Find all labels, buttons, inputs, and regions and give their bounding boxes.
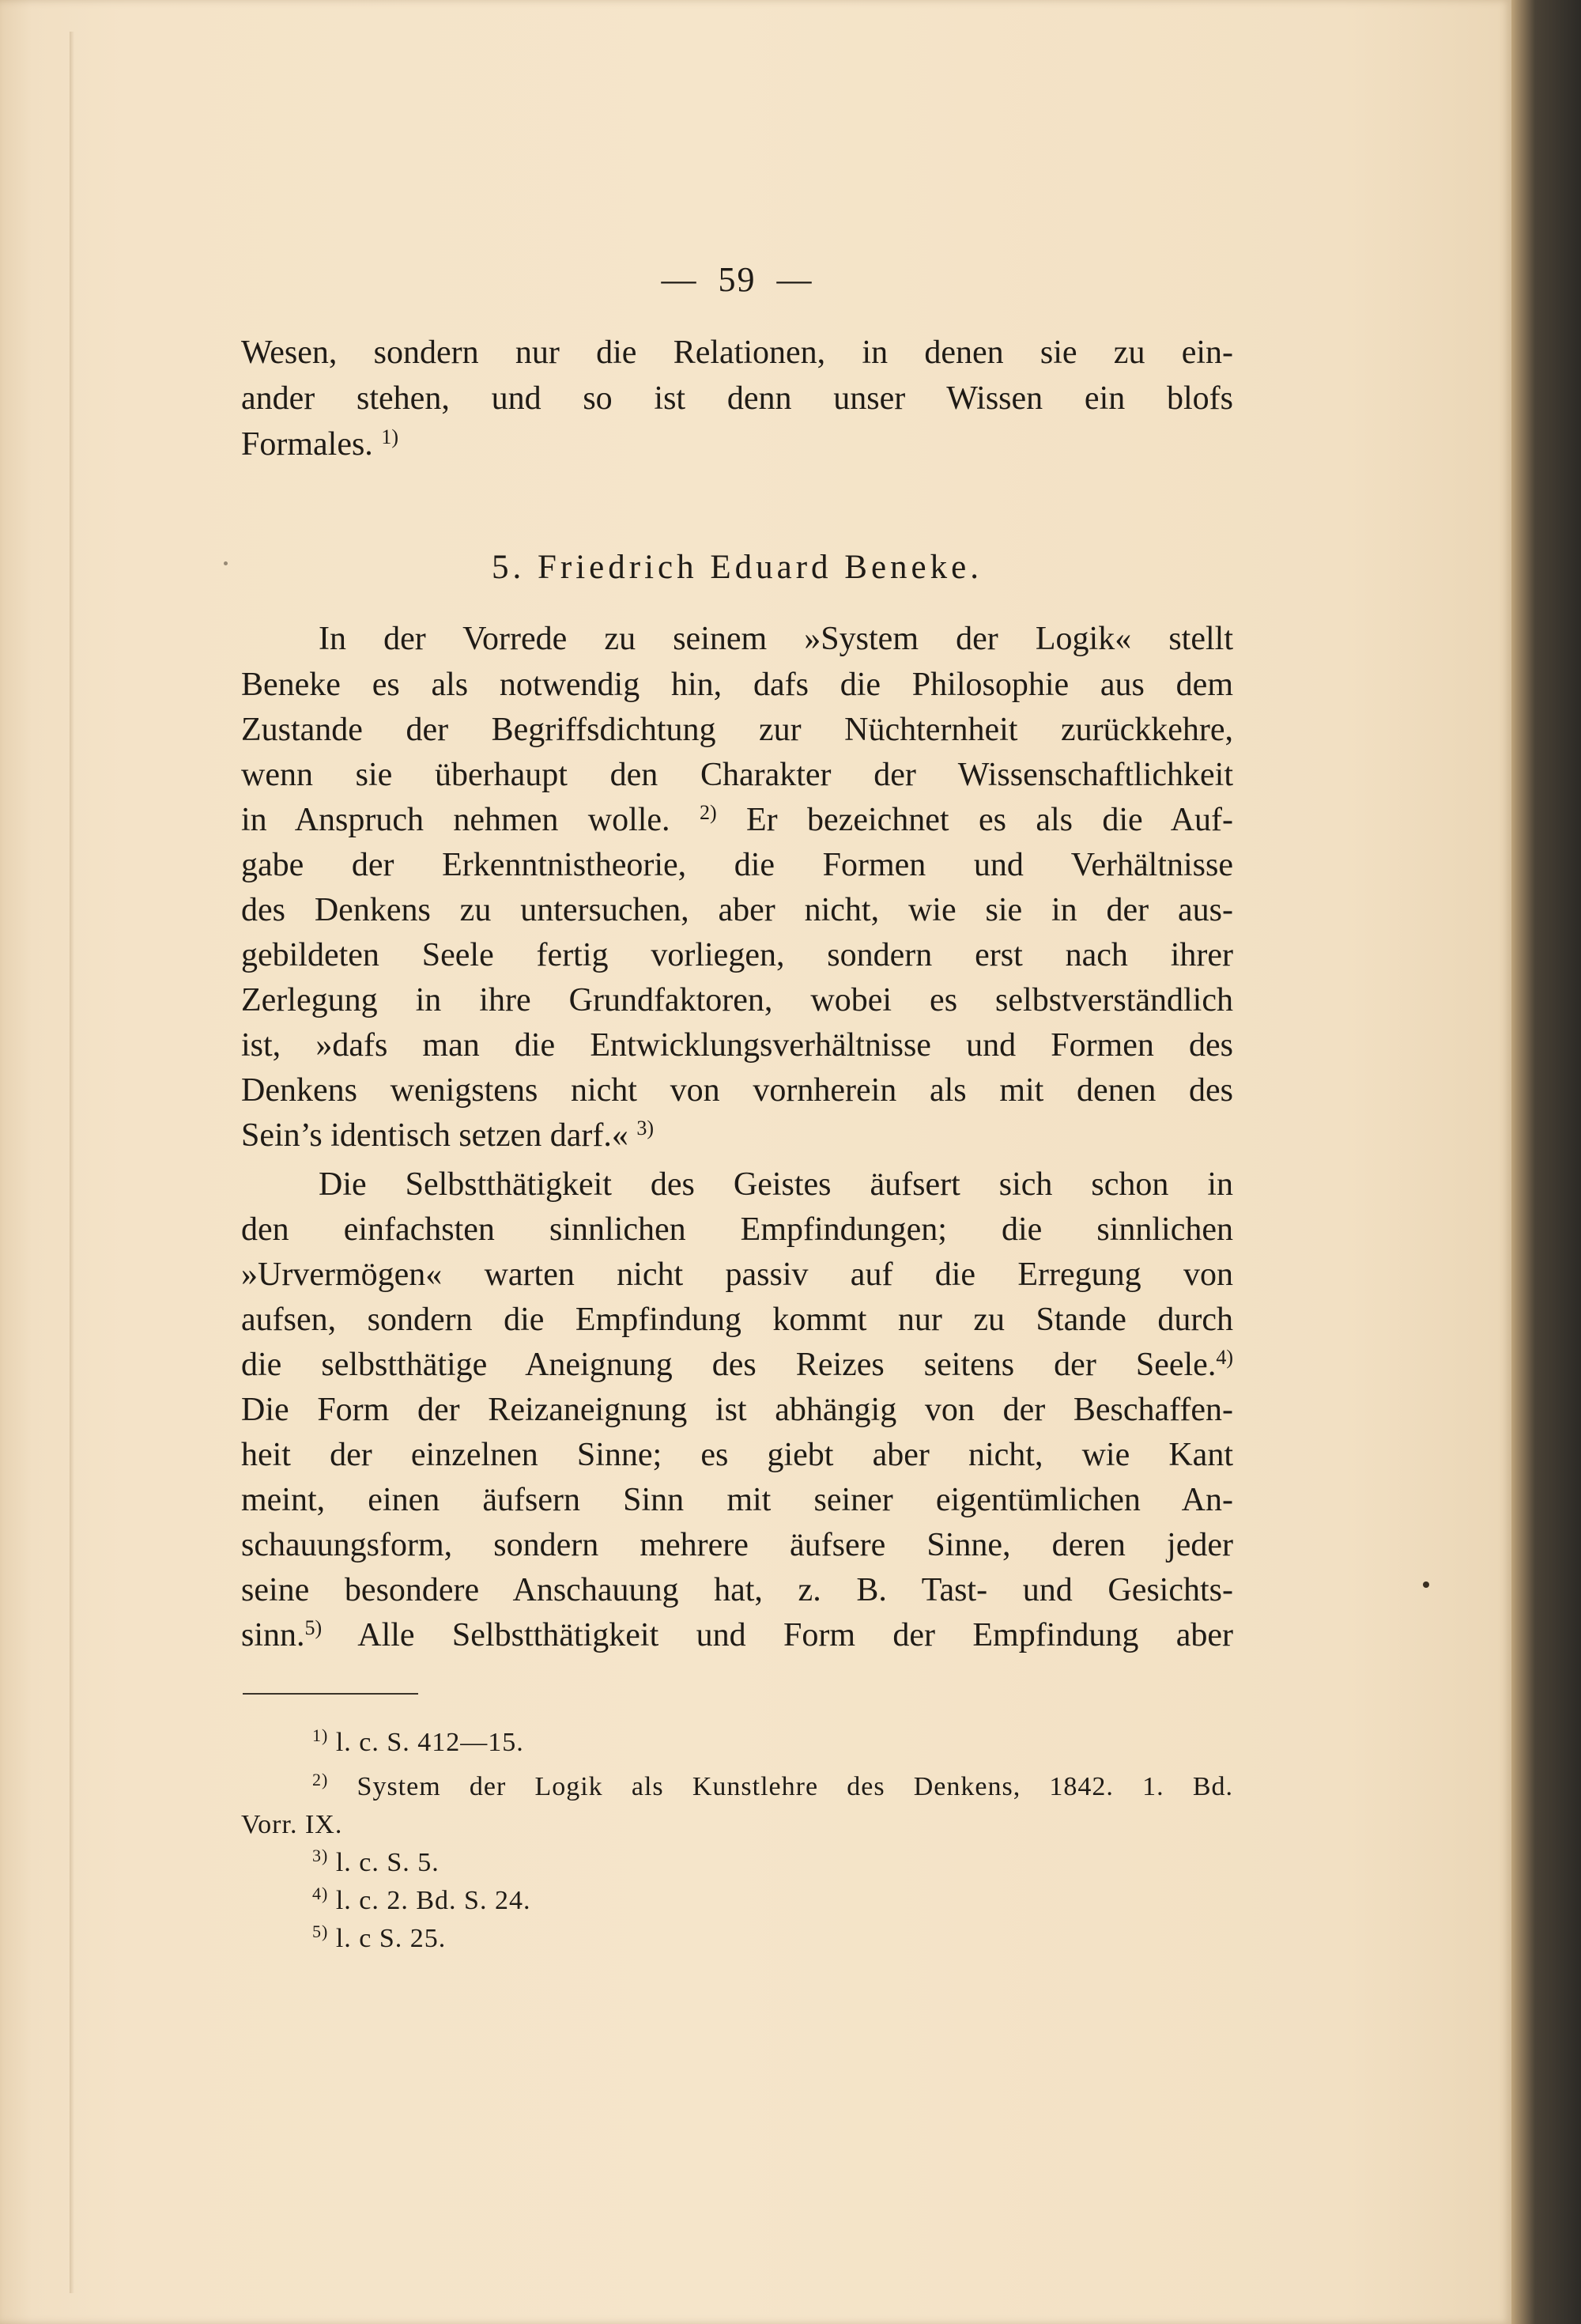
body-line: Zerlegung in ihre Grundfaktoren, wobei es selbstverständlich — [241, 982, 1233, 1018]
footnote-1: $^{1)}$ l. c. S. 412—15. — [312, 1725, 524, 1757]
body-line: die selbstthätige Aneignung des Reizes seitens der Seele.$^{4)}$ — [241, 1346, 1233, 1383]
body-line: meint, einen äufsern Sinn mit seiner eigentümlichen An- — [241, 1482, 1233, 1518]
body-line: des Denkens zu untersuchen, aber nicht, wie sie in der aus- — [241, 892, 1233, 928]
page-edge-shadow — [1511, 0, 1581, 2324]
body-line: schauungsform, sondern mehrere äufsere Sinne, deren jeder — [241, 1527, 1233, 1563]
body-line: seine besondere Anschauung hat, z. B. Tast- und Gesichts- — [241, 1572, 1233, 1608]
body-line: heit der einzelnen Sinne; es giebt aber nicht, wie Kant — [241, 1437, 1233, 1473]
footnote-4: $^{4)}$ l. c. 2. Bd. S. 24. — [312, 1884, 531, 1915]
body-line: Denkens wenigstens nicht von vornherein als mit denen des — [241, 1072, 1233, 1109]
page-number: — 59 — — [661, 260, 813, 299]
body-line: wenn sie überhaupt den Charakter der Wissenschaftlichkeit — [241, 757, 1233, 793]
body-line: Formales. $^{1)}$ — [241, 425, 398, 463]
body-line: Die Form der Reizaneignung ist abhängig von der Beschaffen- — [241, 1392, 1233, 1428]
body-line: »Urvermögen« warten nicht passiv auf die Erregung von — [241, 1256, 1233, 1293]
body-line: Beneke es als notwendig hin, dafs die Philosophie aus dem — [241, 667, 1233, 703]
footnote-ref: 1) — [381, 425, 398, 448]
body-line: ander stehen, und so ist denn unser Wissen ein blofs — [241, 380, 1233, 417]
page-number-value: 59 — [718, 260, 757, 299]
page-gutter-shadow — [70, 32, 74, 2293]
body-line: sinn.$^{5)}$ Alle Selbstthätigkeit und Form der Empfindung aber — [241, 1616, 1233, 1653]
section-heading: 5. Friedrich Eduard Beneke. — [492, 549, 983, 586]
body-line: Wesen, sondern nur die Relationen, in denen sie zu ein- — [241, 334, 1233, 371]
footnote-2-cont: Vorr. IX. — [241, 1810, 343, 1839]
body-line: In der Vorrede zu seinem »System der Logik« stellt — [319, 621, 1233, 657]
body-line: den einfachsten sinnlichen Empfindungen; die sinnlichen — [241, 1211, 1233, 1248]
footnote-3: $^{3)}$ l. c. S. 5. — [312, 1846, 440, 1877]
paper-speck — [1423, 1581, 1429, 1588]
footnote-2: $^{2)}$ System der Logik als Kunstlehre des Denkens, 1842. 1. Bd. — [312, 1770, 1234, 1801]
body-line: Die Selbstthätigkeit des Geistes äufsert sich schon in — [319, 1166, 1233, 1203]
footnote-5: $^{5)}$ l. c S. 25. — [312, 1922, 447, 1953]
footnote-ref: 5) — [304, 1616, 323, 1639]
footnote-ref: 2) — [699, 801, 717, 824]
body-line: gebildeten Seele fertig vorliegen, sondern erst nach ihrer — [241, 937, 1233, 973]
body-line: aufsen, sondern die Empfindung kommt nur zu Stande durch — [241, 1302, 1233, 1338]
body-line: Sein’s identisch setzen darf.« $^{3)}$ — [241, 1117, 655, 1154]
footnote-ref: 3) — [636, 1117, 655, 1139]
body-line: ist, »dafs man die Entwicklungsverhältnisse und Formen des — [241, 1027, 1233, 1064]
body-line: gabe der Erkenntnistheorie, die Formen und Verhältnisse — [241, 847, 1233, 883]
footnote-separator — [243, 1693, 418, 1695]
footnote-ref: 4) — [1216, 1346, 1233, 1369]
body-line: Zustande der Begriffsdichtung zur Nüchternheit zurückkehre, — [241, 712, 1233, 748]
body-line: in Anspruch nehmen wolle. $^{2)}$ Er bezeichnet es als die Auf- — [241, 801, 1234, 838]
paper-speck — [224, 561, 228, 565]
